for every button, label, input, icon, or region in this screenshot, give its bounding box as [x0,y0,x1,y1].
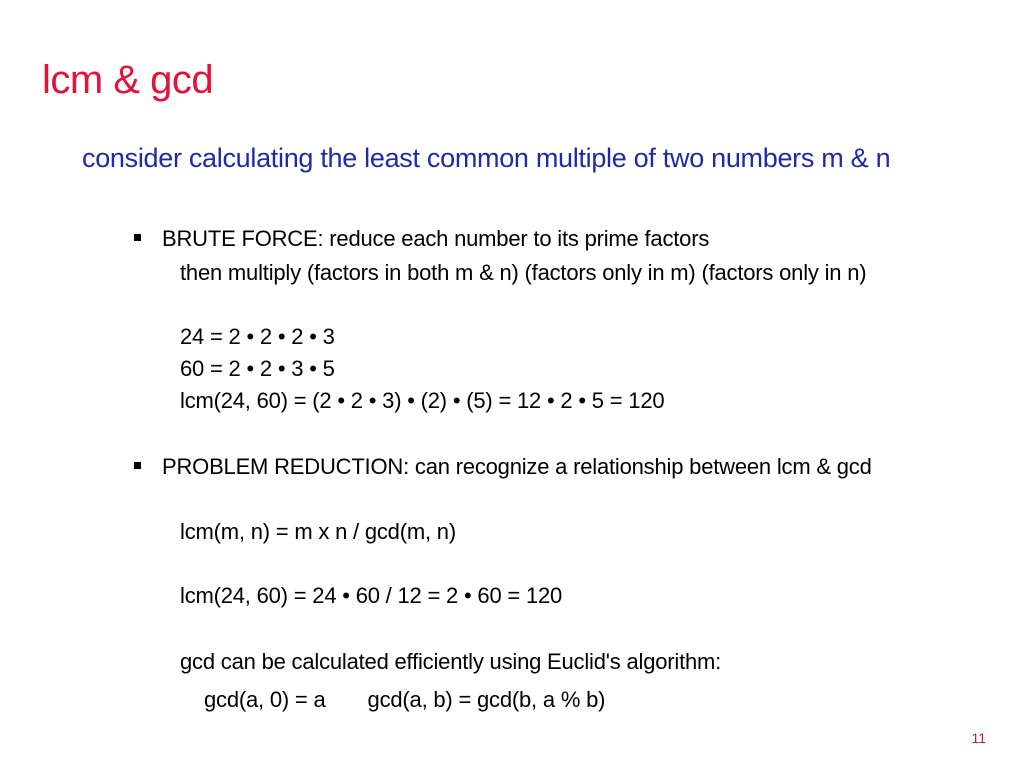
factorization-24: 24 = 2 • 2 • 2 • 3 [180,324,335,349]
brute-force-detail: then multiply (factors in both m & n) (factors only in m) (factors only in n) [180,260,867,285]
euclid-intro: gcd can be calculated efficiently using Euclid's algorithm: [180,649,722,674]
page-number: 11 [971,730,986,746]
lcm-brute-force-result: lcm(24, 60) = (2 • 2 • 3) • (2) • (5) = 12 • 2 • 5 = 120 [180,388,665,413]
square-bullet-icon [134,462,141,469]
euclid-base-case: gcd(a, 0) = a [204,687,326,712]
brute-force-heading: BRUTE FORCE: reduce each number to its prime factors [162,226,710,251]
square-bullet-icon [134,234,141,241]
factorization-60: 60 = 2 • 2 • 3 • 5 [180,356,335,381]
euclid-rules [204,686,605,714]
lcm-reduction-example: lcm(24, 60) = 24 • 60 / 12 = 2 • 60 = 120 [180,583,563,608]
slide-title: lcm & gcd [42,58,214,102]
lcm-gcd-formula: lcm(m, n) = m x n / gcd(m, n) [180,519,456,544]
problem-reduction-heading: PROBLEM REDUCTION: can recognize a relationship between lcm & gcd [162,454,872,479]
euclid-recursive-case: gcd(a, b) = gcd(b, a % b) [367,687,606,712]
slide-subtitle: consider calculating the least common multiple of two numbers m & n [82,143,891,173]
